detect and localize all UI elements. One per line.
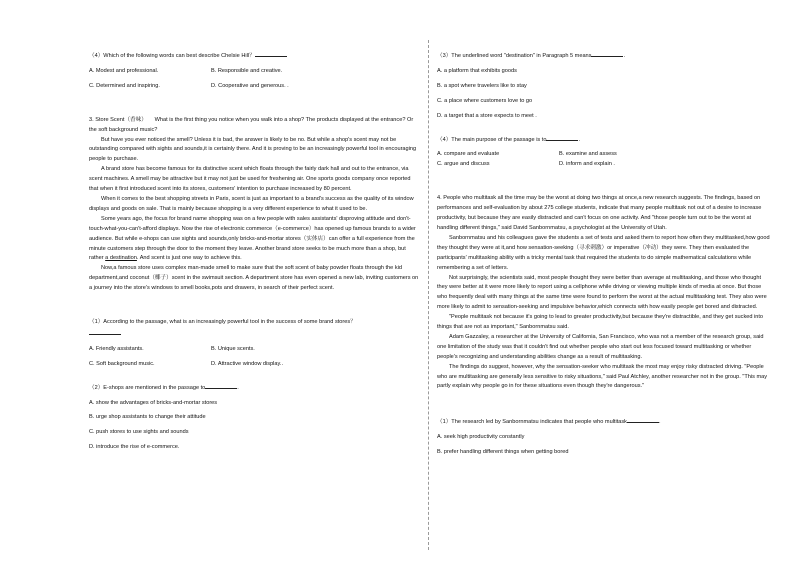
right-column xyxy=(437,50,772,458)
options xyxy=(437,160,772,170)
option: D. Cooperative and generous. . xyxy=(211,82,289,89)
option: C. Soft background music. xyxy=(89,360,155,367)
option: D. Attractive window display.. xyxy=(211,360,284,367)
paragraph: But have you ever noticed the smell? Unless it is bad, the answer is likely to be no. But while a shop's scent may not be outstanding compared with sights and sounds,it is certainly there. And it is proving to be an increasingly powerful tool in encouraging people to purchase. xyxy=(89,136,417,163)
option: B. urge shop assistants to change their attitude xyxy=(89,414,206,421)
paragraph: Some years ago, the focus for brand name shopping was on a few people with sales assistants' disproving attitude and don't-touch-what-you-can't-afford displays. Now the rise of electronic commerce（e-commerce）has opened up famous brands to a wider audience. But while e-shops can use sights and sounds,only bricks-and-mortar stores（实体店）can offer a full experience from the minute customers step through the door to the moment they leave. Another brand store seeks to be much more than a shop, but rather a destination. And scent is just one way to achieve this. xyxy=(89,215,416,262)
answer-blank[interactable] xyxy=(205,382,237,389)
answer-blank[interactable] xyxy=(255,50,287,57)
option: D. inform and explain . xyxy=(559,161,615,168)
option: B. a spot where travelers like to stay xyxy=(437,82,527,89)
question-stem: （4）The main purpose of the passage is to . xyxy=(437,134,772,146)
left-column xyxy=(89,50,419,453)
paragraph: The findings do suggest, however, why the sensation-seeker who multitask the most may enjoy risky distracted driving. "People who are multitasking are generally less sensitive to risky situations," said Paul Atchley, another researcher not in the group. "This may partly explain why people go in for these situations even though they're dangerous." xyxy=(437,363,768,390)
options xyxy=(89,82,419,92)
answer-blank[interactable] xyxy=(89,328,121,335)
answer-blank[interactable] xyxy=(546,134,578,141)
option: D. a target that a store expects to meet . xyxy=(437,112,537,119)
option: D. introduce the rise of e-commerce. xyxy=(89,444,180,451)
passage-title: 3. Store Scent（香味） What is the first thing you notice when you walk into a shop? The products displayed at the entrance? Or the soft background music? xyxy=(89,116,414,133)
option: A. seek high productivity constantly xyxy=(437,434,525,441)
question-stem: （1）The research led by Sanbornmatsu indicates that people who multitask . xyxy=(437,416,772,428)
question-stem: （1）According to the passage, what is an increasingly powerful tool in the success of some brand stores？ xyxy=(89,319,356,326)
option: A. a platform that exhibits goods xyxy=(437,67,517,74)
option: B. prefer handling different things when getting bored xyxy=(437,449,569,456)
option: B. Unique scents. xyxy=(211,345,255,352)
paragraph: Not surprisingly, the scientists said, most people thought they were better than average at multitasking, and those who thought they were better at it were more likely to report using a cellphone while driving or viewing multiple kinds of media at once. But those who frequently deal with many things at the same time were found to perform the worst at the actual multitasking test. They also were more likely to admit to sensation-seeking and impulsive behavior,which connects with how easily people get bored and distracted. xyxy=(437,274,767,311)
option: C. argue and discuss xyxy=(437,161,490,168)
paragraph: A brand store has become famous for its distinctive scent which floats through the fairly dark hall and out to the entrance, via scent machines. A smell may be attractive but it may not just be used for freshening air. One sports goods company once reported that when it first introduced scent into its stores, customers' intention to purchase increased by 80 percent. xyxy=(89,166,411,193)
paragraph: Now,a famous store uses complex man-made smell to make sure that the soft scent of baby powder floats through the kid department,and coconut（椰子）scent in the swimsuit section. A department store has even opened a new lab, inviting customers on a journey into the store's windows to smell books,pots and drawers, in search of their perfect scent. xyxy=(89,265,419,292)
option: C. a place where customers love to go xyxy=(437,97,533,104)
question-stem: （2）E-shops are mentioned in the passage to . xyxy=(89,382,419,394)
option: A. compare and evaluate xyxy=(437,151,500,158)
answer-blank[interactable] xyxy=(627,416,659,423)
underlined-word: a destination xyxy=(105,255,137,262)
options xyxy=(437,150,772,160)
option: A. show the advantages of bricks-and-mortar stores xyxy=(89,399,218,406)
question-stem: （4）Which of the following words can best describe Chelsie Hill？ xyxy=(89,50,419,62)
option: B. Responsible and creative. xyxy=(211,67,283,74)
options xyxy=(89,67,419,77)
paragraph: Adam Gazzaley, a researcher at the University of California, San Francisco, who was not a member of the research group, said one limitation of the study was that it couldn't find out whether people who start out less focused toward multitasking or whether people's recognizing and understanding abilities change as a result of multitasking. xyxy=(437,333,764,360)
paragraph: When it comes to the best shopping streets in Paris, scent is just as important to a brand's success as the quality of its window displays and goods on sale. That is mainly because shopping is a very different experience to what it used to be. xyxy=(89,195,414,212)
column-divider xyxy=(428,40,429,550)
question-stem: （3）The underlined word "destination" in Paragraph 5 means . xyxy=(437,50,772,62)
option: B. examine and assess xyxy=(559,151,617,158)
options xyxy=(89,345,419,355)
paragraph: "People multitask not because it's going to lead to greater productivity,but because they're distractible, and they get sucked into things that are not as important," Sanbornmatsu said. xyxy=(437,314,764,331)
answer-blank[interactable] xyxy=(591,50,623,57)
option: C. push stores to use sights and sounds xyxy=(89,429,189,436)
option: C. Determined and inspiring. xyxy=(89,82,160,89)
options xyxy=(89,360,419,370)
paragraph: Sanbornmatsu and his colleagues gave the students a set of tests and asked them to report how often they multitasked,how good they thought they were at it,and how sensation-seeking（寻求刺激）or imperative（冲动）they were. They then evaluated the participants' multitasking ability with a tricky mental task that required the students to do simple mathematical calculations while remembering a set of letters. xyxy=(437,234,770,271)
paragraph: 4. People who multitask all the time may be the worst at doing two things at once,a new research suggests. The findings, based on performances and self-evaluation by about 275 college students, indicate that many people multitask not out of a desire to increase productivity, but because they are easily distracted and can't focus on one activity. And "those people turn out to be the worst at handling different things," said David Sanbornmatsu, a psychologist at the University of Utah. xyxy=(437,195,762,231)
option: A. Friendly assistants. xyxy=(89,345,144,352)
option: A. Modest and professional. xyxy=(89,67,159,74)
